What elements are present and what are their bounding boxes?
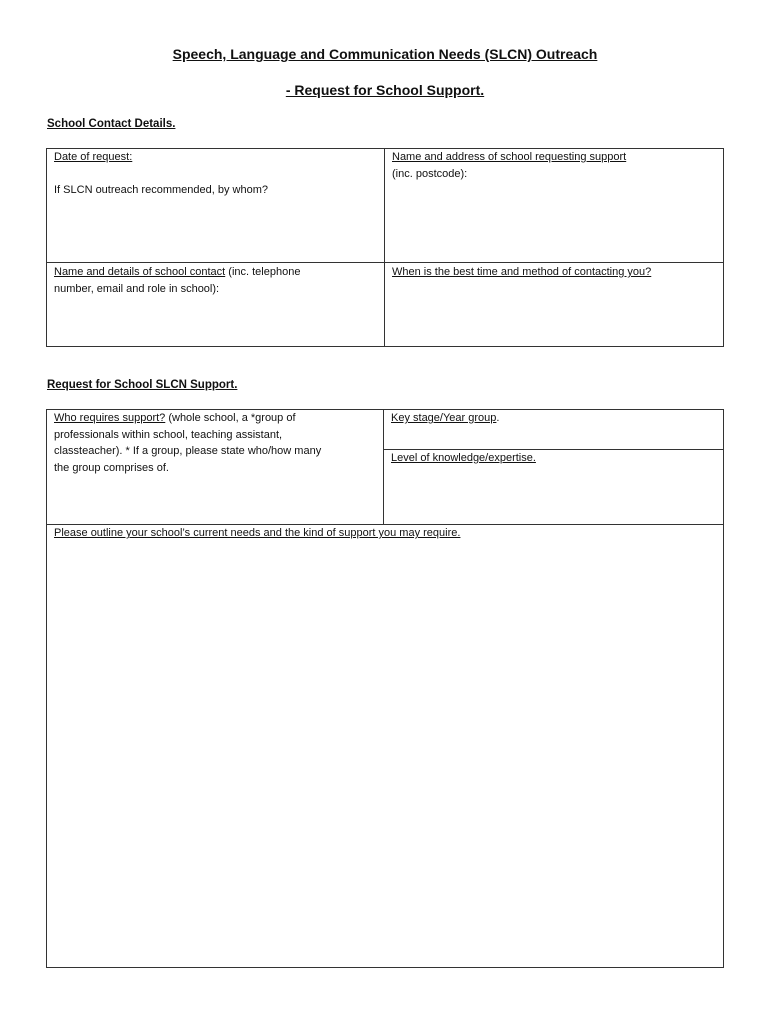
school-needs-label: Please outline your school’s current needs and the kind of support you may require. [54,527,461,539]
document-subtitle: - Request for School Support. [285,82,485,98]
best-contact-time-cell[interactable] [392,264,720,281]
document-title: Speech, Language and Communication Needs (SLCN) Outreach [172,46,598,62]
school-name-address-label: Name and address of school requesting support [392,151,627,163]
recommended-by-label: If SLCN outreach recommended, by whom? [54,183,268,196]
knowledge-level-cell[interactable] [391,450,719,467]
support-section-heading: Request for School SLCN Support. [47,379,238,391]
key-stage-suffix: . [496,412,500,424]
who-note-1: (whole school, a *group of [165,412,296,424]
support-table-column-divider [383,409,384,525]
who-note-4: the group comprises of. [54,461,169,474]
school-name-address-cell[interactable] [392,149,720,182]
date-of-request-cell[interactable] [54,149,380,198]
key-stage-label: Key stage/Year group [391,412,497,424]
school-contact-note-1: (inc. telephone [225,266,301,278]
knowledge-level-label: Level of knowledge/expertise. [391,452,536,464]
who-requires-support-label: Who requires support? [54,412,166,424]
contact-section-heading: School Contact Details. [47,118,176,130]
school-contact-cell[interactable] [54,264,380,297]
key-stage-cell[interactable] [391,410,719,427]
who-note-3: classteacher). * If a group, please state who/how many [54,445,322,457]
school-contact-label: Name and details of school contact [54,266,226,278]
school-needs-cell[interactable] [54,525,718,963]
who-note-2: professionals within school, teaching assistant, [54,428,283,441]
contact-table-column-divider [384,148,385,347]
date-of-request-label: Date of request: [54,151,133,163]
school-contact-note-2: number, email and role in school): [54,282,220,295]
best-contact-time-label: When is the best time and method of contacting you? [392,266,652,278]
school-postcode-note: (inc. postcode): [392,167,468,180]
who-requires-support-cell[interactable] [54,410,380,476]
contact-table-row-divider [46,262,724,263]
